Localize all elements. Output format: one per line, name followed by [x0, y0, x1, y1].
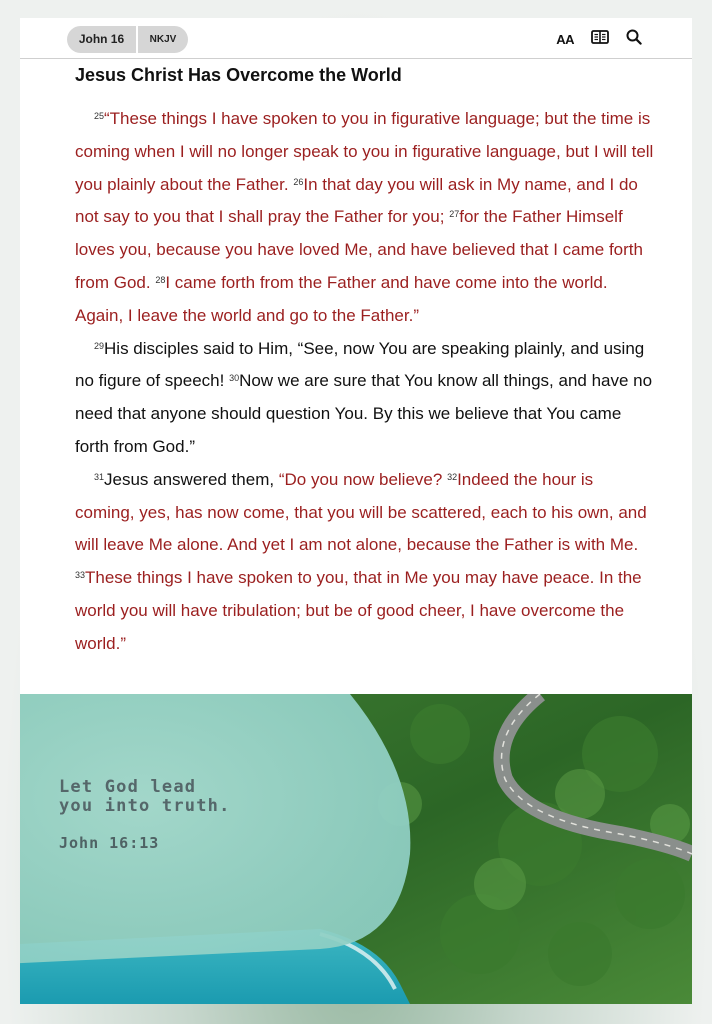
verse-text: Now we are sure that You know all things, and have no need that anyone should question You. By this we believe that You came forth from God.”: [75, 371, 653, 456]
paragraph-2: [75, 333, 655, 464]
verse-text: In that day you will ask in My name, and I do not say to you that I shall pray the Father for you;: [75, 174, 638, 227]
quote-line-1: Let God lead: [59, 777, 197, 797]
passage-selector: [67, 26, 188, 53]
quote-line-2: you into truth.: [59, 796, 231, 816]
text-size-button[interactable]: AA: [556, 32, 574, 47]
verse-image-banner: [20, 694, 692, 1004]
verse-text: “Do you now believe?: [278, 469, 443, 489]
verse-number[interactable]: 25: [94, 111, 105, 121]
toolbar-actions: [556, 29, 642, 50]
verse-text: His disciples said to Him, “See, now You are speaking plainly, and using no figure of speech!: [75, 338, 645, 391]
verse-text: for the Father Himself loves you, because you have loved Me, and have believed that I came forth from God.: [75, 207, 643, 292]
scripture-passage: [75, 103, 655, 661]
reader-card: [20, 18, 692, 1004]
reader-toolbar: [20, 18, 692, 59]
verse-number[interactable]: 33: [75, 570, 86, 581]
quote-text: [59, 778, 231, 816]
verse-number[interactable]: 31: [94, 471, 105, 482]
section-heading: Jesus Christ Has Overcome the World: [75, 65, 402, 85]
verse-number[interactable]: 32: [447, 471, 458, 482]
verse-number[interactable]: 28: [155, 274, 166, 285]
quote-reference: John 16:13: [59, 834, 160, 852]
book-chapter-button[interactable]: John 16: [67, 26, 138, 53]
parallel-view-icon[interactable]: [591, 30, 609, 49]
verse-text: I came forth from the Father and have come into the world. Again, I leave the world and go to the Father.”: [75, 272, 608, 325]
verse-text: Indeed the hour is coming, yes, has now come, that you will be scattered, each to his own, and will leave Me alone. And yet I am not alone, because the Father is with Me.: [75, 469, 647, 555]
verse-text: “These things I have spoken to you in figurative language; but the time is coming when I will no longer speak to you in figurative language, but I will tell you plainly about the Father.: [75, 109, 654, 194]
version-button[interactable]: NKJV: [149, 34, 177, 45]
verse-text: Jesus answered them,: [104, 469, 275, 489]
verse-number[interactable]: 26: [293, 176, 304, 187]
verse-number[interactable]: 27: [449, 209, 460, 220]
paragraph-3: [75, 464, 655, 661]
verse-number[interactable]: 29: [94, 340, 105, 351]
search-icon[interactable]: [626, 29, 642, 50]
verse-text: These things I have spoken to you, that in Me you may have peace. In the world you will have tribulation; but be of good cheer, I have overcome the world.”: [75, 568, 642, 653]
paragraph-1: [75, 103, 655, 333]
verse-number[interactable]: 30: [229, 373, 240, 384]
